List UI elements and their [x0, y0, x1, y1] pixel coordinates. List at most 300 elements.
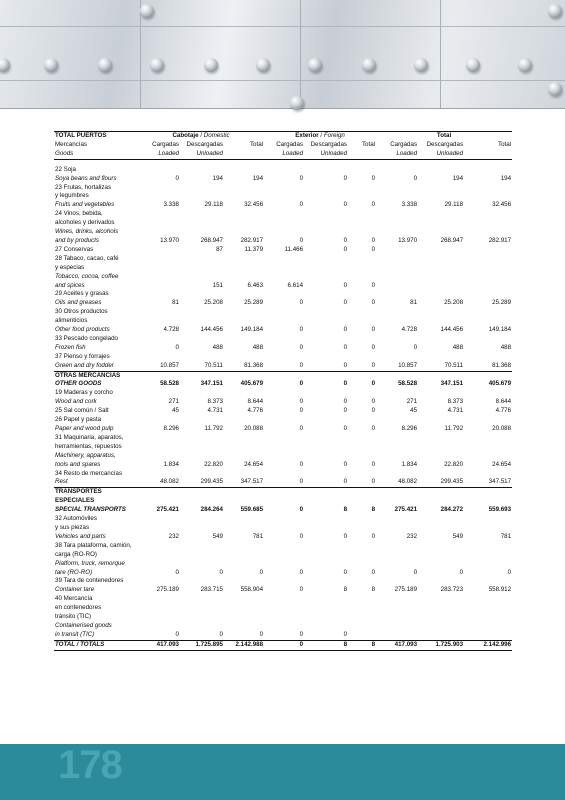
- cell-value: 0: [343, 630, 348, 638]
- cell-value: 81.368: [464, 362, 512, 371]
- cell-value: [464, 335, 512, 344]
- cell-value: [418, 434, 464, 443]
- row-label: OTHER GOODS: [55, 380, 102, 388]
- cell-value: [464, 184, 512, 193]
- cell-value: 0: [299, 398, 304, 406]
- cell-value: [418, 622, 464, 631]
- cell-value: 194: [212, 174, 223, 182]
- cell-value: 781: [500, 532, 512, 540]
- cell-value: 25.208: [444, 299, 464, 307]
- row-label: 39 Tara de contenedores: [55, 577, 124, 585]
- cell-value: [464, 192, 512, 201]
- cell-value: [348, 264, 376, 273]
- cell-value: 11.379: [244, 245, 264, 253]
- cell-value: [418, 542, 464, 551]
- cell-value: 22.820: [444, 460, 464, 468]
- cell-value: [418, 353, 464, 362]
- cell-value: 0: [371, 425, 376, 432]
- table-row: [54, 443, 512, 452]
- cell-value: 32.456: [244, 201, 264, 209]
- cell-value: [418, 371, 464, 380]
- cell-value: [138, 470, 180, 479]
- cell-value: [348, 255, 376, 264]
- header-mercancias: Mercancías: [55, 140, 87, 148]
- header-row-2: [54, 141, 512, 150]
- table-row: [54, 273, 512, 282]
- header-total-ext: Total: [361, 140, 376, 148]
- cell-value: [224, 184, 264, 193]
- header-exterior: Exterior / Foreign: [264, 132, 376, 141]
- cell-value: [138, 273, 180, 282]
- cell-value: [348, 335, 376, 344]
- cell-value: 144.456: [200, 326, 223, 334]
- cell-value: [348, 551, 376, 560]
- table-row: [54, 290, 512, 299]
- rivet-icon: [150, 58, 164, 72]
- cell-value: [138, 192, 180, 201]
- cell-value: 0: [299, 532, 304, 540]
- cell-value: [376, 335, 418, 344]
- cell-value: [348, 416, 376, 425]
- cell-value: [264, 488, 304, 497]
- cell-value: 275.189: [394, 586, 418, 594]
- cell-value: 488: [212, 343, 223, 351]
- cell-value: 0: [299, 506, 304, 514]
- cell-value: [348, 353, 376, 362]
- cell-value: [304, 416, 348, 425]
- cell-value: 0: [459, 568, 464, 576]
- header-total-dom: Total: [249, 140, 264, 148]
- cell-value: [376, 317, 418, 326]
- cell-value: [376, 595, 418, 604]
- cell-value: 0: [304, 478, 348, 487]
- cell-value: [348, 452, 376, 461]
- cell-value: [224, 542, 264, 551]
- cell-value: 488: [252, 343, 264, 351]
- cell-value: [376, 515, 418, 524]
- row-label: y especias: [55, 263, 85, 271]
- cell-value: 0: [371, 326, 376, 334]
- row-label: Container tare: [55, 586, 95, 594]
- cell-value: 0: [371, 568, 376, 576]
- cell-value: [304, 551, 348, 560]
- cell-value: [264, 166, 304, 175]
- cell-value: [418, 604, 464, 613]
- cell-value: [418, 560, 464, 569]
- table-row: [54, 577, 512, 586]
- cell-value: [304, 560, 348, 569]
- cell-value: [304, 443, 348, 452]
- cell-value: 0: [299, 630, 304, 638]
- cell-value: [180, 613, 224, 622]
- cell-value: 405.679: [488, 380, 512, 388]
- cell-value: 4.731: [447, 407, 464, 415]
- cell-value: 58.528: [160, 380, 179, 388]
- cell-value: [418, 308, 464, 317]
- cell-value: [138, 488, 180, 497]
- cell-value: [264, 264, 304, 273]
- cell-value: [180, 219, 224, 228]
- cell-value: [138, 560, 180, 569]
- row-label: herramientas, repuestos: [55, 442, 122, 450]
- cell-value: [376, 290, 418, 299]
- cell-value: 25.289: [244, 299, 264, 307]
- table-row: [54, 228, 512, 237]
- cell-value: [418, 290, 464, 299]
- header-loaded: Loaded: [376, 150, 418, 159]
- cell-value: [180, 577, 224, 586]
- cell-value: 0: [343, 326, 348, 334]
- table-row: [54, 166, 512, 175]
- cell-value: [464, 524, 512, 533]
- cell-value: [180, 416, 224, 425]
- table-row: [54, 622, 512, 631]
- cell-value: 558.904: [240, 586, 264, 594]
- cell-value: 417.093: [376, 640, 418, 650]
- cell-value: 0: [175, 343, 179, 351]
- cell-value: [376, 371, 418, 380]
- cell-value: 0: [343, 236, 348, 244]
- cell-value: [464, 631, 512, 640]
- cell-value: [264, 273, 304, 282]
- rivet-icon: [204, 58, 218, 72]
- cell-value: [418, 515, 464, 524]
- cell-value: 0: [343, 407, 348, 415]
- cell-value: 4.731: [207, 407, 223, 415]
- table-row: [54, 604, 512, 613]
- cell-value: [376, 434, 418, 443]
- table-row: [54, 407, 512, 416]
- cell-value: [418, 613, 464, 622]
- cell-value: [180, 497, 224, 506]
- cell-value: 0: [299, 460, 304, 468]
- cell-value: 283.715: [200, 586, 223, 594]
- cell-value: [376, 228, 418, 237]
- goods-table: [54, 131, 512, 651]
- table-row: [54, 201, 512, 210]
- cell-value: [464, 371, 512, 380]
- table-row: [54, 478, 512, 487]
- cell-value: 283.723: [440, 586, 464, 594]
- cell-value: [348, 308, 376, 317]
- cell-value: [464, 219, 512, 228]
- cell-value: [304, 290, 348, 299]
- cell-value: [464, 210, 512, 219]
- cell-value: 3.338: [401, 201, 418, 209]
- cell-value: 1.725.903: [418, 640, 464, 650]
- row-label: tools and spares: [55, 460, 101, 468]
- row-label: 27 Conservas: [55, 245, 94, 253]
- cell-value: [304, 210, 348, 219]
- rivet-icon: [548, 82, 562, 96]
- table-row: [54, 533, 512, 542]
- cell-value: 0: [348, 362, 376, 371]
- cell-value: 6.463: [247, 281, 264, 289]
- cell-value: [304, 184, 348, 193]
- cell-value: [376, 389, 418, 398]
- cell-value: 232: [168, 532, 179, 540]
- cell-value: [348, 443, 376, 452]
- cell-value: [264, 290, 304, 299]
- table-row: [54, 461, 512, 470]
- cell-value: 25.208: [204, 299, 223, 307]
- cell-value: 417.093: [138, 640, 180, 650]
- cell-value: [180, 524, 224, 533]
- cell-value: 8.296: [401, 425, 418, 432]
- cell-value: [264, 470, 304, 479]
- table-row: [54, 353, 512, 362]
- cell-value: [264, 308, 304, 317]
- cell-value: [348, 371, 376, 380]
- cell-value: 0: [299, 380, 304, 388]
- cell-value: [376, 488, 418, 497]
- cell-value: [304, 335, 348, 344]
- cell-value: [348, 166, 376, 175]
- header-loaded: Loaded: [264, 150, 304, 159]
- cell-value: [138, 264, 180, 273]
- cell-value: [348, 317, 376, 326]
- cell-value: [348, 210, 376, 219]
- cell-value: 8.373: [447, 398, 464, 406]
- row-label: OTRAS MERCANCIAS: [54, 371, 138, 380]
- panel-seam: [300, 0, 301, 108]
- table-row: [54, 335, 512, 344]
- cell-value: [138, 389, 180, 398]
- cell-value: 22.820: [204, 460, 223, 468]
- cell-value: 0: [371, 281, 376, 289]
- cell-value: [348, 515, 376, 524]
- cell-value: [304, 488, 348, 497]
- rivet-icon: [518, 58, 532, 72]
- row-label: 31 Maquinaria, aparatos,: [55, 433, 124, 441]
- cell-value: [418, 246, 464, 255]
- cell-value: [180, 317, 224, 326]
- cell-value: 0: [299, 586, 304, 594]
- row-label: ESPECIALES: [55, 497, 95, 505]
- table-row: [54, 255, 512, 264]
- table-row: [54, 210, 512, 219]
- cell-value: [348, 577, 376, 586]
- cell-value: [348, 389, 376, 398]
- cell-value: [180, 595, 224, 604]
- cell-value: [180, 273, 224, 282]
- cell-value: [464, 434, 512, 443]
- cell-value: 0: [299, 407, 304, 415]
- row-label: Vehicles and parts: [55, 532, 106, 540]
- cell-value: [376, 308, 418, 317]
- cell-value: [224, 290, 264, 299]
- cell-value: [304, 219, 348, 228]
- header-total-puertos: TOTAL PUERTOS: [54, 132, 138, 141]
- cell-value: [376, 470, 418, 479]
- cell-value: [224, 595, 264, 604]
- cell-value: [180, 443, 224, 452]
- row-label: 38 Tara plataforma, camión,: [55, 541, 132, 549]
- cell-value: [348, 497, 376, 506]
- cell-value: [304, 613, 348, 622]
- cell-value: [304, 255, 348, 264]
- cell-value: 347.151: [200, 380, 223, 388]
- row-label: 32 Automóviles: [55, 515, 97, 523]
- cell-value: [138, 282, 180, 291]
- cell-value: 0: [371, 174, 376, 182]
- table-row: [54, 586, 512, 595]
- table-row: [54, 184, 512, 193]
- cell-value: [348, 488, 376, 497]
- table-row: [54, 264, 512, 273]
- cell-value: [376, 192, 418, 201]
- cell-value: [224, 308, 264, 317]
- cell-value: [348, 228, 376, 237]
- row-label: tránsito (TIC): [55, 613, 92, 621]
- cell-value: [180, 560, 224, 569]
- cell-value: 8: [343, 506, 348, 514]
- cell-value: [464, 308, 512, 317]
- cell-value: [376, 264, 418, 273]
- cell-value: [464, 353, 512, 362]
- cell-value: 347.517: [224, 478, 264, 487]
- cell-value: [464, 166, 512, 175]
- header-loaded: Loaded: [138, 150, 180, 159]
- cell-value: 0: [343, 380, 348, 388]
- cell-value: [464, 246, 512, 255]
- cell-value: [264, 434, 304, 443]
- cell-value: [180, 389, 224, 398]
- cell-value: [304, 577, 348, 586]
- cell-value: [304, 192, 348, 201]
- cell-value: 0: [304, 362, 348, 371]
- cell-value: [348, 613, 376, 622]
- cell-value: [180, 542, 224, 551]
- cell-value: [304, 308, 348, 317]
- cell-value: 282.917: [488, 236, 512, 244]
- row-label: 30 Otros productos: [55, 308, 108, 316]
- cell-value: [138, 255, 180, 264]
- header-cargadas: Cargadas: [276, 140, 304, 148]
- cell-value: 0: [259, 568, 264, 576]
- cell-value: [348, 273, 376, 282]
- header-unloaded: Unloaded: [304, 150, 348, 159]
- row-label: Platform, truck, remorque: [55, 559, 125, 567]
- cell-value: [304, 166, 348, 175]
- cell-value: [224, 515, 264, 524]
- cell-value: 549: [452, 532, 464, 540]
- cell-value: [264, 613, 304, 622]
- header-descargadas: Descargadas: [310, 140, 348, 148]
- header-row-1: [54, 132, 512, 141]
- cell-value: 271: [168, 398, 179, 406]
- cell-value: [138, 622, 180, 631]
- cell-value: [418, 470, 464, 479]
- cell-value: [264, 219, 304, 228]
- table-row: [54, 551, 512, 560]
- cell-value: 284.264: [200, 506, 223, 514]
- cell-value: 10.857: [376, 362, 418, 371]
- row-label: Green and dry fodder: [54, 362, 138, 371]
- cell-value: 347.517: [464, 478, 512, 487]
- riveted-steel-header: [0, 0, 565, 109]
- cell-value: 559.685: [240, 506, 264, 514]
- cell-value: 0: [371, 245, 376, 253]
- row-label: carga (RO-RO): [55, 550, 97, 558]
- cell-value: [138, 184, 180, 193]
- row-label: Soya beans and flours: [55, 174, 117, 182]
- rivet-icon: [44, 58, 58, 72]
- header-cabotaje: Cabotaje / Domestic: [138, 132, 264, 141]
- cell-value: 0: [371, 460, 376, 468]
- cell-value: [464, 622, 512, 631]
- cell-value: [138, 371, 180, 380]
- row-label: Other food products: [55, 326, 110, 334]
- row-label: Fruits and vegetables: [55, 201, 115, 209]
- cell-value: [264, 389, 304, 398]
- cell-value: [418, 595, 464, 604]
- cell-value: [224, 192, 264, 201]
- row-label: and by products: [55, 236, 100, 244]
- cell-value: 0: [299, 326, 304, 334]
- cell-value: [180, 515, 224, 524]
- row-label: 34 Resto de mercancías: [55, 469, 123, 477]
- table-row: [54, 416, 512, 425]
- table-row: [54, 613, 512, 622]
- row-label: Wood and cork: [55, 398, 97, 406]
- cell-value: [348, 524, 376, 533]
- cell-value: 144.456: [440, 326, 464, 334]
- cell-value: [180, 604, 224, 613]
- cell-value: [138, 353, 180, 362]
- cell-value: [138, 604, 180, 613]
- cell-value: [180, 166, 224, 175]
- cell-value: 0: [343, 398, 348, 406]
- cell-value: [304, 434, 348, 443]
- cell-value: [464, 273, 512, 282]
- cell-value: 0: [343, 245, 348, 253]
- cell-value: [304, 524, 348, 533]
- cell-value: 32.456: [492, 201, 512, 209]
- cell-value: [180, 335, 224, 344]
- cell-value: 0: [413, 174, 418, 182]
- header-goods: Goods: [54, 150, 138, 159]
- cell-value: [264, 542, 304, 551]
- cell-value: 0: [264, 362, 304, 371]
- cell-value: [376, 282, 418, 291]
- cell-value: [464, 515, 512, 524]
- row-label: Rest: [54, 478, 138, 487]
- cell-value: 0: [264, 640, 304, 650]
- row-label: 28 Tabaco, cacao, café: [55, 254, 119, 262]
- table-row: [54, 631, 512, 640]
- cell-value: [138, 434, 180, 443]
- table-row: [54, 175, 512, 184]
- cell-value: 0: [343, 174, 348, 182]
- cell-value: [418, 524, 464, 533]
- cell-value: 549: [212, 532, 223, 540]
- cell-value: [180, 551, 224, 560]
- table-row: [54, 326, 512, 335]
- cell-value: [304, 371, 348, 380]
- page-number: 178: [58, 743, 122, 787]
- cell-value: [224, 497, 264, 506]
- cell-value: [138, 228, 180, 237]
- cell-value: 8: [348, 640, 376, 650]
- cell-value: [264, 228, 304, 237]
- table-row: [54, 515, 512, 524]
- cell-value: [180, 228, 224, 237]
- cell-value: 45: [172, 407, 179, 415]
- cell-value: [264, 551, 304, 560]
- rivet-icon: [548, 4, 562, 18]
- header-cargadas: Cargadas: [152, 140, 179, 148]
